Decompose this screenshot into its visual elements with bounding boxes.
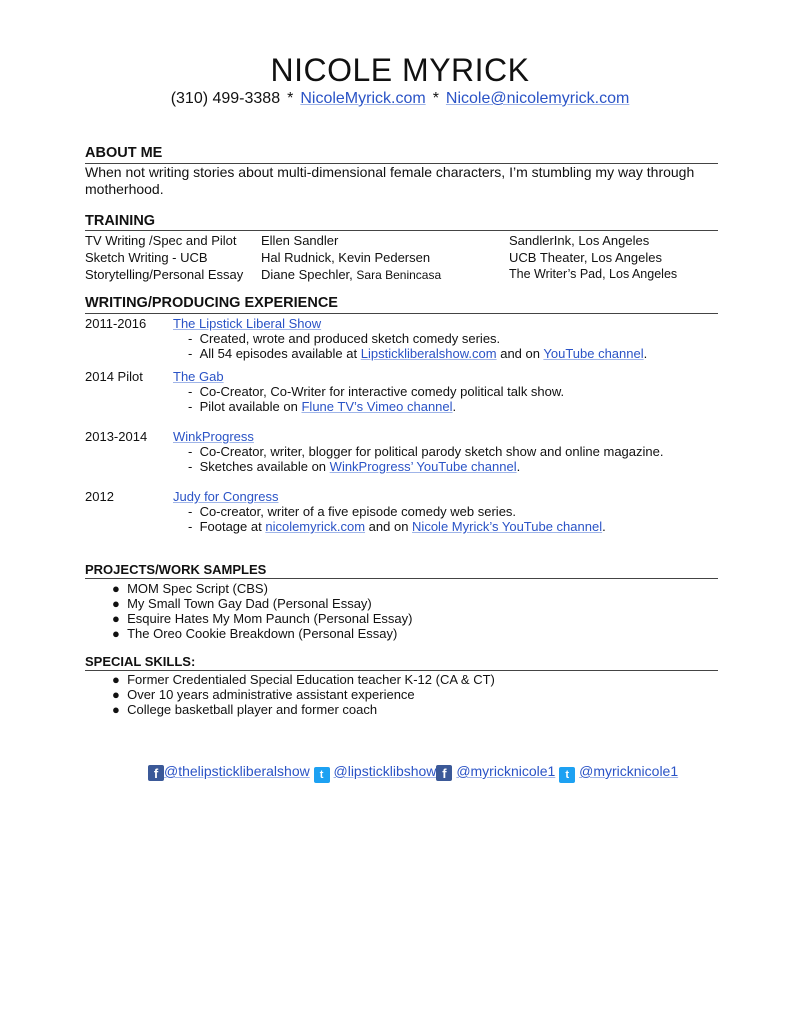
experience-date: 2014 Pilot xyxy=(85,369,143,384)
social-handle-link[interactable]: @thelipstickliberalshow xyxy=(164,763,310,779)
training-course: Sketch Writing - UCB xyxy=(85,250,208,265)
experience-title-link[interactable]: The Gab xyxy=(173,369,224,384)
section-rule xyxy=(85,313,718,314)
experience-title-link[interactable]: The Lipstick Liberal Show xyxy=(173,316,322,331)
list-item-text: The Oreo Cookie Breakdown (Personal Essay) xyxy=(127,626,398,641)
skills-heading: SPECIAL SKILLS: xyxy=(85,654,196,669)
vimeo-channel-link[interactable]: Flune TV’s Vimeo channel xyxy=(301,399,453,414)
experience-bullet: - Co-Creator, Co-Writer for interactive comedy political talk show. xyxy=(188,384,565,399)
projects-heading: PROJECTS/WORK SAMPLES xyxy=(85,562,267,577)
social-links xyxy=(148,763,678,783)
training-teacher: Hal Rudnick, Kevin Pedersen xyxy=(261,250,431,265)
bullet-text: and on xyxy=(368,519,409,534)
experience-bullet: - Created, wrote and produced sketch comedy series. xyxy=(188,331,501,346)
facebook-icon[interactable]: f xyxy=(436,765,452,781)
social-handle-link[interactable]: @myricknicole1 xyxy=(579,763,679,779)
list-item: ● My Small Town Gay Dad (Personal Essay) xyxy=(112,596,372,611)
bullet-text: . xyxy=(602,519,606,534)
about-line: motherhood. xyxy=(85,181,164,197)
list-item-text: Former Credentialed Special Education teacher K-12 (CA & CT) xyxy=(127,672,495,687)
experience-bullet: - Co-creator, writer of a five episode comedy web series. xyxy=(188,504,517,519)
experience-bullet: - Pilot available on Flune TV’s Vimeo channel. xyxy=(188,399,457,414)
social-handle-link[interactable]: @lipsticklibshow xyxy=(333,763,437,779)
bullet-text: All 54 episodes available at xyxy=(199,346,358,361)
training-place: The Writer’s Pad, Los Angeles xyxy=(509,267,678,281)
experience-date: 2011-2016 xyxy=(85,316,147,331)
list-item-text: Esquire Hates My Mom Paunch (Personal Essay) xyxy=(127,611,413,626)
nicolemyrick-site-link[interactable]: nicolemyrick.com xyxy=(265,519,366,534)
separator: * xyxy=(432,90,439,107)
experience-bullet: - Sketches available on WinkProgress’ YouTube channel. xyxy=(188,459,521,474)
experience-heading: WRITING/PRODUCING EXPERIENCE xyxy=(85,295,338,311)
list-item-text: My Small Town Gay Dad (Personal Essay) xyxy=(127,596,372,611)
training-teacher-name: Sara Benincasa xyxy=(356,268,442,282)
nicole-youtube-link[interactable]: Nicole Myrick’s YouTube channel xyxy=(412,519,603,534)
bullet-text: Co-Creator, writer, blogger for political parody sketch show and online magazine. xyxy=(199,444,664,459)
phone-number: (310) 499-3388 xyxy=(170,90,281,107)
training-course: Storytelling/Personal Essay xyxy=(85,267,244,282)
experience-bullet: - Footage at nicolemyrick.com and on Nicole Myrick’s YouTube channel. xyxy=(188,519,606,534)
list-item: ● Over 10 years administrative assistant experience xyxy=(112,687,415,702)
winkprogress-youtube-link[interactable]: WinkProgress’ YouTube channel xyxy=(329,459,517,474)
training-place: UCB Theater, Los Angeles xyxy=(509,250,662,265)
list-item: ● Esquire Hates My Mom Paunch (Personal Essay) xyxy=(112,611,413,626)
experience-bullet: - All 54 episodes available at Lipstickliberalshow.com and on YouTube channel. xyxy=(188,346,648,361)
training-teacher xyxy=(261,266,441,284)
experience-bullet: - Co-Creator, writer, blogger for political parody sketch show and online magazine. xyxy=(188,444,664,459)
bullet-text: . xyxy=(643,346,648,361)
separator: * xyxy=(287,90,294,107)
resume-name: NICOLE MYRICK xyxy=(270,52,530,88)
about-line: When not writing stories about multi-dimensional female characters, I’m stumbling my way through xyxy=(85,164,695,180)
bullet-text: Footage at xyxy=(199,519,262,534)
training-teacher: Ellen Sandler xyxy=(261,233,339,248)
bullet-text: Co-Creator, Co-Writer for interactive comedy political talk show. xyxy=(199,384,565,399)
youtube-channel-link[interactable]: YouTube channel xyxy=(543,346,644,361)
experience-date: 2012 xyxy=(85,489,114,504)
training-place: SandlerInk, Los Angeles xyxy=(509,233,650,248)
section-rule xyxy=(85,578,718,579)
bullet-text: . xyxy=(516,459,521,474)
training-heading: TRAINING xyxy=(85,213,156,229)
social-handle-link[interactable]: @myricknicole1 xyxy=(456,763,556,779)
bullet-text: Pilot available on xyxy=(199,399,298,414)
list-item: ● Former Credentialed Special Education teacher K-12 (CA & CT) xyxy=(112,672,495,687)
bullet-text: Created, wrote and produced sketch comedy series. xyxy=(199,331,501,346)
training-teacher-name: Diane Spechler, xyxy=(261,267,353,282)
list-item-text: College basketball player and former coach xyxy=(127,702,378,717)
experience-title-link[interactable]: Judy for Congress xyxy=(173,489,279,504)
about-heading: ABOUT ME xyxy=(85,145,163,161)
twitter-icon[interactable]: t xyxy=(314,767,330,783)
list-item-text: Over 10 years administrative assistant experience xyxy=(127,687,415,702)
lipstick-site-link[interactable]: Lipstickliberalshow.com xyxy=(360,346,497,361)
bullet-text: Sketches available on xyxy=(199,459,327,474)
training-course: TV Writing /Spec and Pilot xyxy=(85,233,237,248)
twitter-icon[interactable]: t xyxy=(559,767,575,783)
bullet-text: . xyxy=(452,399,457,414)
experience-title-link[interactable]: WinkProgress xyxy=(173,429,254,444)
contact-line xyxy=(0,90,800,108)
bullet-text: Co-creator, writer of a five episode comedy web series. xyxy=(199,504,517,519)
facebook-icon[interactable]: f xyxy=(148,765,164,781)
experience-date: 2013-2014 xyxy=(85,429,148,444)
list-item: ● The Oreo Cookie Breakdown (Personal Essay) xyxy=(112,626,398,641)
section-rule xyxy=(85,230,718,231)
email-link[interactable]: Nicole@nicolemyrick.com xyxy=(445,90,630,107)
list-item: ● MOM Spec Script (CBS) xyxy=(112,581,268,596)
about-text xyxy=(85,164,725,198)
bullet-text: and on xyxy=(500,346,540,361)
website-link[interactable]: NicoleMyrick.com xyxy=(300,90,426,107)
list-item-text: MOM Spec Script (CBS) xyxy=(127,581,268,596)
list-item: ● College basketball player and former coach xyxy=(112,702,378,717)
